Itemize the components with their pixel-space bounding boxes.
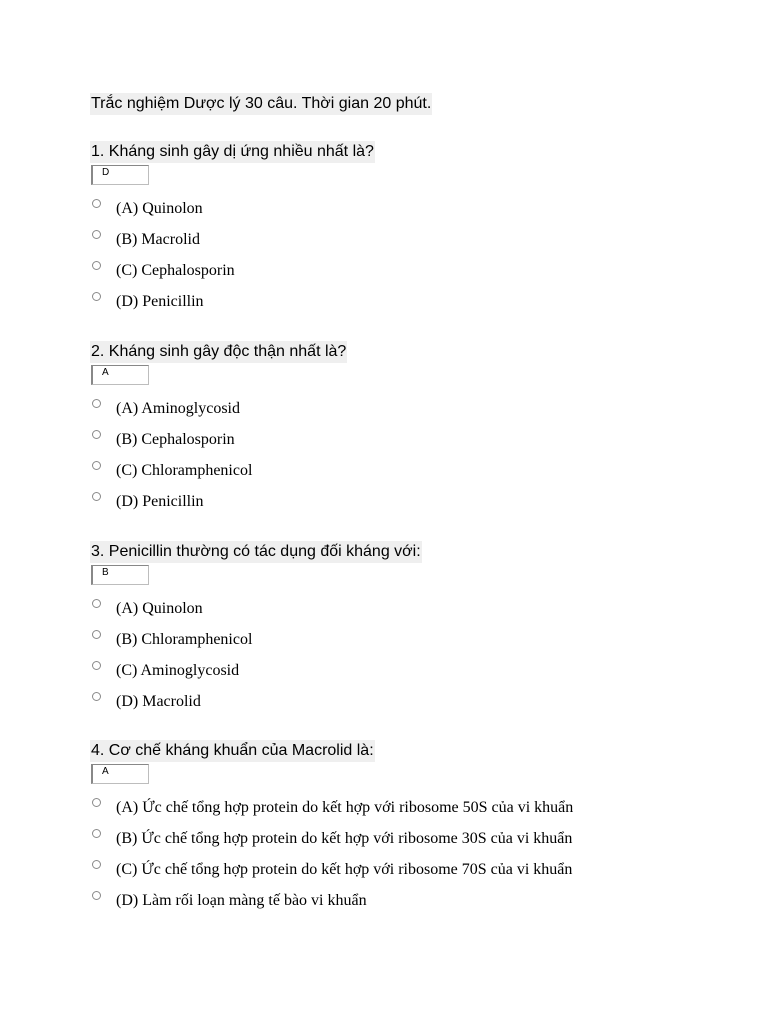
option-b[interactable] xyxy=(90,829,690,853)
option-label: (C) Cephalosporin xyxy=(116,262,235,279)
question-text: 2. Kháng sinh gây độc thận nhất là? xyxy=(90,341,347,363)
radio-button[interactable] xyxy=(92,798,101,807)
option-label: (D) Penicillin xyxy=(116,493,204,510)
option-label: (A) Ức chế tổng hợp protein do kết hợp với ribosome 50S của vi khuẩn xyxy=(116,799,574,816)
answer-field[interactable]: A xyxy=(91,764,149,784)
radio-button[interactable] xyxy=(92,430,101,439)
option-d[interactable] xyxy=(90,692,690,716)
option-label: (D) Macrolid xyxy=(116,693,201,710)
radio-button[interactable] xyxy=(92,692,101,701)
option-label: (C) Ức chế tổng hợp protein do kết hợp với ribosome 70S của vi khuẩn xyxy=(116,861,573,878)
question-text: 4. Cơ chế kháng khuẩn của Macrolid là: xyxy=(90,740,375,762)
question-text: 1. Kháng sinh gây dị ứng nhiều nhất là? xyxy=(90,141,375,163)
radio-button[interactable] xyxy=(92,292,101,301)
question-text: 3. Penicillin thường có tác dụng đối kháng với: xyxy=(90,541,422,563)
option-label: (B) Macrolid xyxy=(116,231,200,248)
option-label: (C) Chloramphenicol xyxy=(116,462,253,479)
radio-button[interactable] xyxy=(92,261,101,270)
option-b[interactable] xyxy=(90,230,690,254)
option-d[interactable] xyxy=(90,292,690,316)
option-label: (D) Penicillin xyxy=(116,293,204,310)
answer-field[interactable]: B xyxy=(91,565,149,585)
option-label: (A) Aminoglycosid xyxy=(116,400,240,417)
radio-button[interactable] xyxy=(92,492,101,501)
option-label: (B) Cephalosporin xyxy=(116,431,235,448)
option-a[interactable] xyxy=(90,199,690,223)
radio-button[interactable] xyxy=(92,860,101,869)
radio-button[interactable] xyxy=(92,891,101,900)
option-label: (B) Chloramphenicol xyxy=(116,631,253,648)
option-a[interactable] xyxy=(90,599,690,623)
option-c[interactable] xyxy=(90,261,690,285)
radio-button[interactable] xyxy=(92,399,101,408)
option-a[interactable] xyxy=(90,798,690,822)
question-3 xyxy=(90,541,730,710)
answer-field[interactable]: D xyxy=(91,165,149,185)
radio-button[interactable] xyxy=(92,230,101,239)
option-c[interactable] xyxy=(90,860,690,884)
question-4 xyxy=(90,740,730,909)
option-label: (A) Quinolon xyxy=(116,600,203,617)
radio-button[interactable] xyxy=(92,630,101,639)
option-label: (A) Quinolon xyxy=(116,200,203,217)
option-d[interactable] xyxy=(90,891,690,915)
option-a[interactable] xyxy=(90,399,690,423)
radio-button[interactable] xyxy=(92,661,101,670)
answer-field[interactable]: A xyxy=(91,365,149,385)
option-b[interactable] xyxy=(90,630,690,654)
option-b[interactable] xyxy=(90,430,690,454)
page-title: Trắc nghiệm Dược lý 30 câu. Thời gian 20 phút. xyxy=(90,93,432,115)
option-c[interactable] xyxy=(90,461,690,485)
radio-button[interactable] xyxy=(92,199,101,208)
option-c[interactable] xyxy=(90,661,690,685)
radio-button[interactable] xyxy=(92,461,101,470)
question-1 xyxy=(90,141,730,310)
option-label: (B) Ức chế tổng hợp protein do kết hợp với ribosome 30S của vi khuẩn xyxy=(116,830,573,847)
option-label: (C) Aminoglycosid xyxy=(116,662,240,679)
question-2 xyxy=(90,341,730,510)
radio-button[interactable] xyxy=(92,829,101,838)
option-label: (D) Làm rối loạn màng tế bào vi khuẩn xyxy=(116,892,367,909)
option-d[interactable] xyxy=(90,492,690,516)
radio-button[interactable] xyxy=(92,599,101,608)
